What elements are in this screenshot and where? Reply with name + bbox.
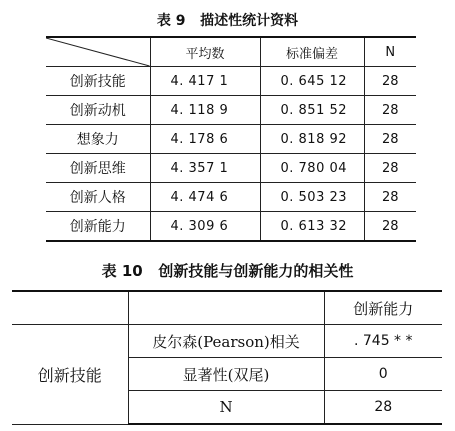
- mean-value: 4. 474 6: [150, 183, 260, 212]
- table-row: [46, 96, 416, 125]
- mean-value: 4. 309 6: [150, 212, 260, 242]
- mean-value: 4. 178 6: [150, 125, 260, 154]
- significance-value: 0: [324, 358, 442, 391]
- table-row: [46, 125, 416, 154]
- header-mean: 平均数: [150, 37, 260, 67]
- empty-header-cell: [128, 291, 324, 325]
- mean-value: 4. 417 1: [150, 67, 260, 96]
- sd-value: 0. 780 04: [260, 154, 364, 183]
- row-label: 创新技能: [46, 67, 150, 96]
- stat-label-pearson: 皮尔森(Pearson)相关: [128, 325, 324, 358]
- sd-value: 0. 851 52: [260, 96, 364, 125]
- table-header-row: [46, 37, 416, 67]
- row-header-innovation-skill: 创新技能: [12, 325, 128, 425]
- row-label: 创新人格: [46, 183, 150, 212]
- stat-label-significance: 显著性(双尾): [128, 358, 324, 391]
- sd-value: 0. 645 12: [260, 67, 364, 96]
- empty-header-cell: [12, 291, 128, 325]
- n-value: 28: [364, 212, 416, 242]
- row-label: 创新能力: [46, 212, 150, 242]
- row-label: 创新动机: [46, 96, 150, 125]
- header-innovation-ability: 创新能力: [324, 291, 442, 325]
- corner-cell: [46, 37, 150, 67]
- n-value: 28: [364, 96, 416, 125]
- n-value: 28: [364, 125, 416, 154]
- table-row: [46, 183, 416, 212]
- table10-caption: 表 10 创新技能与创新能力的相关性: [101, 262, 354, 280]
- stat-label-n: N: [128, 391, 324, 425]
- table-row: [12, 325, 442, 358]
- row-label: 创新思维: [46, 154, 150, 183]
- sd-value: 0. 613 32: [260, 212, 364, 242]
- diagonal-divider: [46, 38, 150, 66]
- n-value: 28: [364, 154, 416, 183]
- n-value: 28: [364, 67, 416, 96]
- correlation-table: [12, 290, 442, 425]
- table-row: [46, 154, 416, 183]
- row-label: 想象力: [46, 125, 150, 154]
- table-row: [46, 212, 416, 242]
- mean-value: 4. 357 1: [150, 154, 260, 183]
- header-std-dev: 标准偏差: [260, 37, 364, 67]
- header-n: N: [364, 37, 416, 67]
- table-header-row: [12, 291, 442, 325]
- sd-value: 0. 818 92: [260, 125, 364, 154]
- mean-value: 4. 118 9: [150, 96, 260, 125]
- table9-caption: 表 9 描述性统计资料: [156, 13, 299, 29]
- sd-value: 0. 503 23: [260, 183, 364, 212]
- n-value: 28: [364, 183, 416, 212]
- pearson-value: . 745 * *: [324, 325, 442, 358]
- descriptive-statistics-table: [46, 36, 416, 242]
- n-value: 28: [324, 391, 442, 425]
- table-row: [46, 67, 416, 96]
